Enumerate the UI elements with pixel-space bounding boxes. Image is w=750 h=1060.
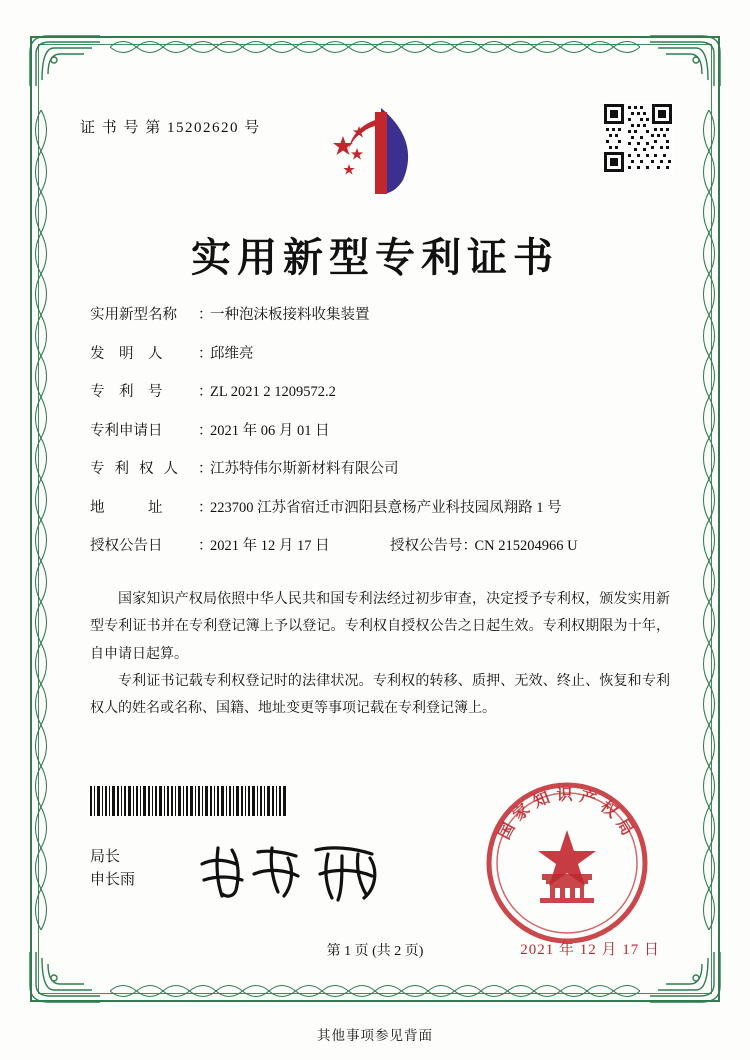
field-label: 授权公告日: [90, 538, 163, 554]
field-label: 发 明 人: [90, 345, 163, 362]
field-value: 223700 江苏省宿迁市泗阳县意杨产业科技园凤翔路 1 号: [210, 499, 562, 516]
field-row-grant-announcement: [90, 539, 672, 554]
svg-text:局: 局: [612, 814, 638, 839]
border-ornament-right: [698, 110, 720, 930]
field-row-utility-model-name: [90, 308, 672, 323]
field-label: 专利权人: [90, 461, 188, 477]
page-number: 第 1 页 (共 2 页): [326, 944, 424, 959]
field-row-address: [90, 501, 672, 516]
cnipa-logo-icon: [319, 102, 431, 198]
director-block: [90, 846, 135, 893]
field-value: 邱维亮: [210, 345, 254, 362]
field-colon: ：: [462, 538, 477, 554]
field-label: 授权公告号: [390, 538, 463, 554]
corner-ornament-top-right: [648, 34, 722, 88]
qr-code-icon: [602, 102, 674, 174]
field-list: [90, 308, 672, 578]
field-row-patentee: [90, 462, 672, 477]
svg-text:识: 识: [556, 784, 573, 805]
svg-text:知: 知: [530, 787, 553, 812]
field-colon: ：: [198, 499, 213, 516]
svg-text:国: 国: [494, 819, 519, 843]
field-label: 实用新型名称: [90, 307, 177, 323]
page-title: 实用新型专利证书: [191, 234, 559, 281]
field-row-inventor: [90, 347, 672, 362]
field-colon: ：: [198, 422, 213, 439]
field-value: CN 215204966 U: [474, 538, 578, 554]
official-seal-icon: [482, 778, 652, 948]
field-value: 一种泡沫板接料收集装置: [210, 307, 370, 323]
director-label: 局长: [90, 849, 121, 865]
handwritten-signature-icon: [192, 834, 402, 906]
field-colon: ：: [198, 384, 213, 400]
svg-text:产: 产: [577, 786, 599, 810]
field-value: 江苏特伟尔斯新材料有限公司: [210, 461, 399, 477]
director-name: 申长雨: [90, 872, 136, 889]
svg-text:权: 权: [597, 796, 622, 822]
grant-date-group: [90, 539, 390, 554]
paragraph-1: 国家知识产权局依照中华人民共和国专利法经过初步审查，决定授予专利权，颁发实用新型专利证书并在专利登记簿上予以登记。专利权自授权公告之日起生效。专利权期限为十年，自申请日起算。: [90, 592, 670, 662]
field-colon: ：: [198, 538, 213, 554]
corner-ornament-top-left: [28, 34, 102, 88]
field-colon: ：: [198, 461, 213, 477]
field-colon: ：: [198, 345, 213, 362]
border-ornament-left: [30, 110, 52, 930]
footer-note: 其他事项参见背面: [317, 1028, 433, 1043]
seal-date: 2021 年 12 月 17 日: [520, 942, 660, 958]
paragraph-2: 专利证书记载专利权登记时的法律状况。专利权的转移、质押、无效、终止、恢复和专利权人的姓名或名称、国籍、地址变更等事项记载在专利登记簿上。: [90, 673, 670, 717]
certificate-content: [68, 86, 682, 964]
border-ornament-top: [110, 36, 640, 58]
barcode: [90, 786, 286, 816]
field-label: 专利申请日: [90, 422, 163, 439]
certificate-number: 证 书 号 第 15202620 号: [80, 120, 261, 136]
field-label: 专 利 号: [90, 384, 163, 400]
field-row-patent-number: [90, 385, 672, 400]
field-label: 地 址: [90, 499, 163, 516]
svg-text:家: 家: [508, 799, 534, 825]
field-value: 2021 年 06 月 01 日: [210, 422, 330, 439]
legal-text: [90, 586, 670, 722]
field-colon: ：: [198, 307, 213, 323]
border-ornament-bottom: [110, 980, 640, 1002]
grant-number-group: [390, 539, 578, 554]
field-value: 2021 年 12 月 17 日: [210, 538, 330, 554]
field-row-application-date: [90, 424, 672, 439]
field-value: ZL 2021 2 1209572.2: [210, 384, 336, 400]
